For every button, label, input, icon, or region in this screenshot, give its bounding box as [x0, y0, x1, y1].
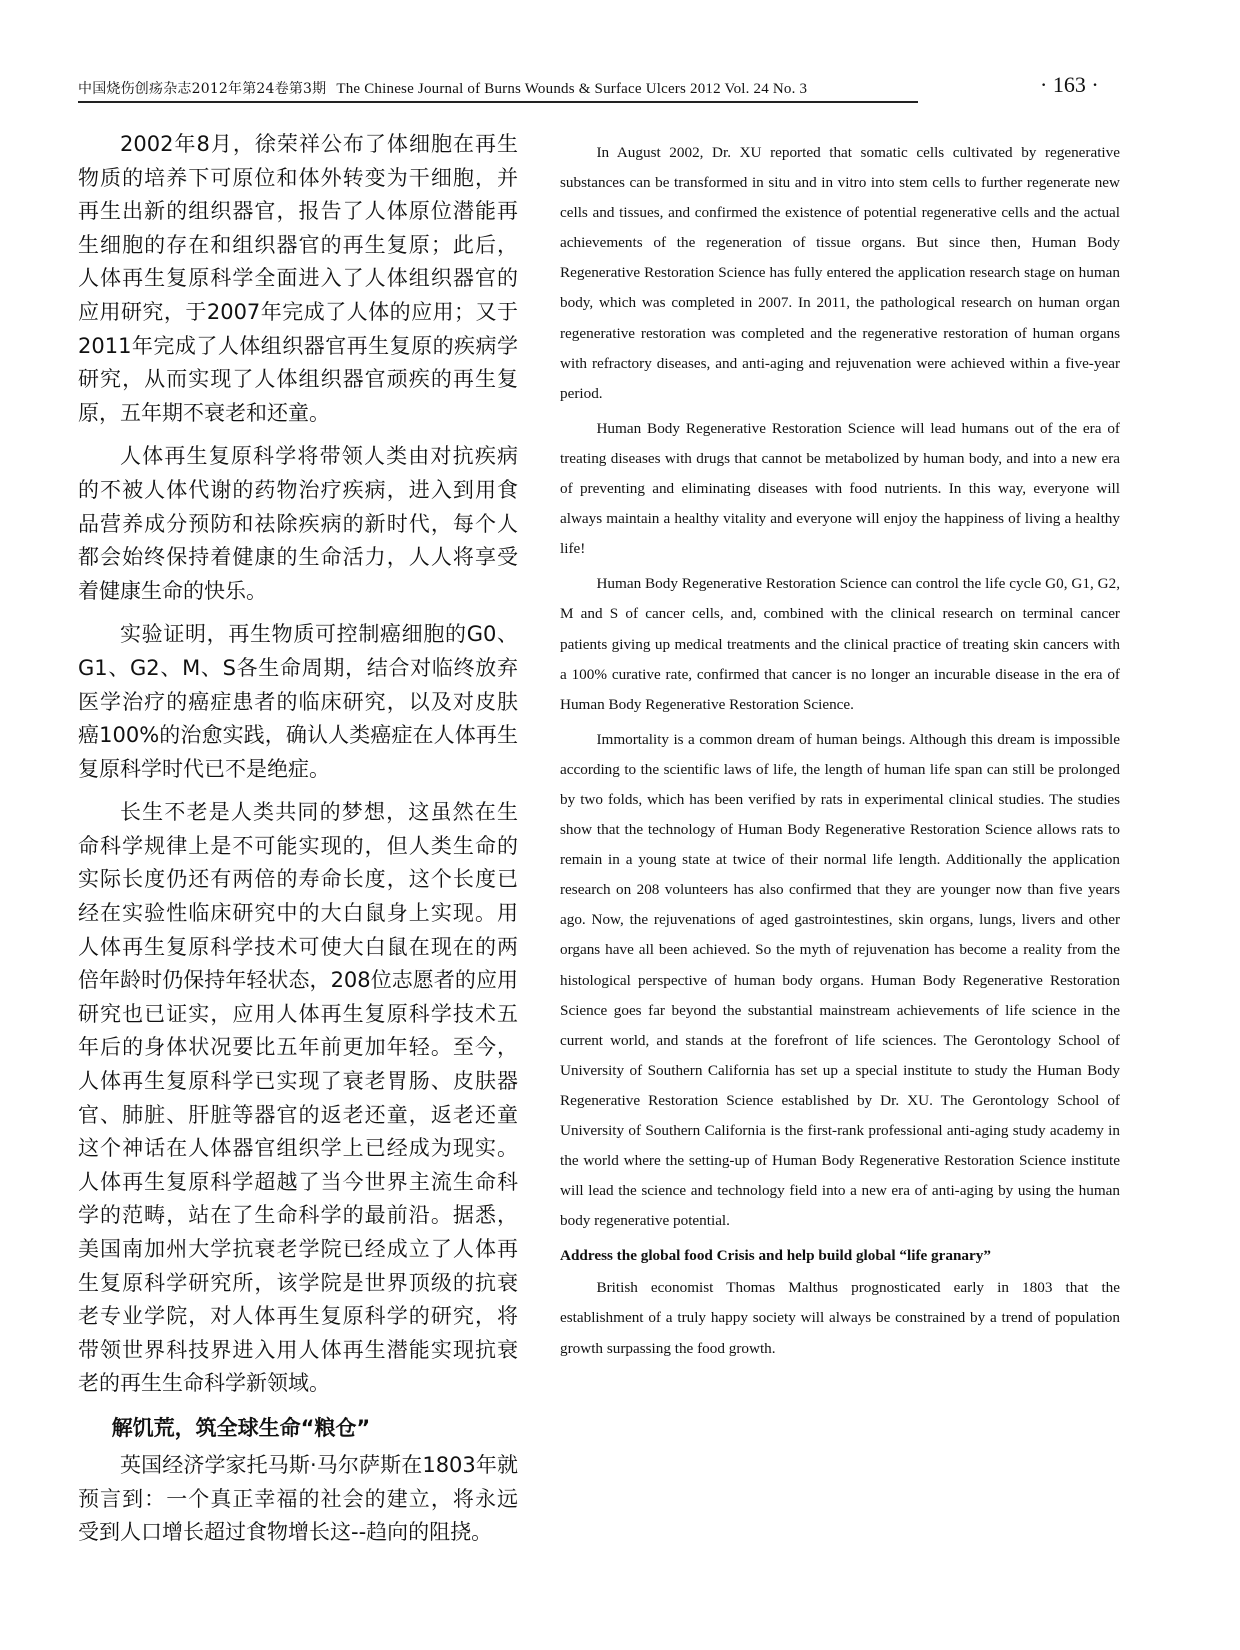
- zh-section-heading: 解饥荒，筑全球生命“粮仓”: [111, 1415, 371, 1440]
- zh-paragraph-3: 实验证明，再生物质可控制癌细胞的G0、G1、G2、M、S各生命周期，结合对临终放弃医学治疗的癌症患者的临床研究，以及对皮肤癌100%的治愈实践，确认人类癌症在人体再生复原科学时代已不是绝症。: [78, 622, 518, 781]
- chinese-column: [78, 128, 518, 1560]
- zh-paragraph-2: 人体再生复原科学将带领人类由对抗疾病的不被人体代谢的药物治疗疾病，进入到用食品营养成分预防和祛除疾病的新时代，每个人都会始终保持着健康的生命活力，人人将享受着健康生命的快乐。: [78, 444, 518, 603]
- en-paragraph-3: Human Body Regenerative Restoration Science can control the life cycle G0, G1, G2, M and S of cancer cells, and, combined with the clinical research on terminal cancer patients giving up medical treatments and the clinical practice of treating skin cancers with a 100% curative rate, confirmed that cancer is no longer an incurable disease in the era of Human Body Regenerative Restoration Science.: [560, 575, 1120, 713]
- running-head-chinese: 中国烧伤创疡杂志2012年第24卷第3期: [78, 81, 327, 97]
- en-paragraph-5: British economist Thomas Malthus prognosticated early in 1803 that the establishment of a truly happy society will always be constrained by a trend of population growth surpassing the food growth.: [560, 1279, 1120, 1357]
- zh-paragraph-5: 英国经济学家托马斯·马尔萨斯在1803年就预言到：一个真正幸福的社会的建立，将永远受到人口增长超过食物增长这--趋向的阻挠。: [78, 1452, 518, 1545]
- en-section-heading: Address the global food Crisis and help build global “life granary”: [560, 1247, 991, 1265]
- zh-paragraph-1: 2002年8月，徐荣祥公布了体细胞在再生物质的培养下可原位和体外转变为干细胞，并再生出新的组织器官，报告了人体原位潜能再生细胞的存在和组织器官的再生复原；此后，人体再生复原科学全面进入了人体组织器官的应用研究，于2007年完成了人体的应用；又于2011年完成了人体组织器官再生复原的疾病学研究，从而实现了人体组织器官顽疾的再生复原，五年期不衰老和还童。: [78, 132, 518, 425]
- running-head: [78, 78, 918, 103]
- running-head-english: The Chinese Journal of Burns Wounds & Surface Ulcers 2012 Vol. 24 No. 3: [336, 81, 808, 97]
- english-column: [560, 138, 1120, 1369]
- en-paragraph-2: Human Body Regenerative Restoration Science will lead humans out of the era of treating diseases with drugs that cannot be metabolized by human body, and into a new era of preventing and eliminating diseases with food nutrients. In this way, everyone will always maintain a healthy vitality and everyone will enjoy the happiness of living a healthy life!: [560, 419, 1120, 558]
- en-paragraph-4: Immortality is a common dream of human beings. Although this dream is impossible according to the scientific laws of life, the length of human life span can still be prolonged by two folds, which has been verified by rats in experimental clinical studies. The studies show that the technology of Human Body Regenerative Restoration Science allows rats to remain in a young state at twice of their normal life length. Additionally the application research on 208 volunteers has also confirmed that they are younger now than five years ago. Now, the rejuvenations of aged gastrointestines, skin organs, lungs, livers and other organs have all been achieved. So the myth of rejuvenation has become a reality from the histological perspective of human body organs. Human Body Regenerative Restoration Science goes far beyond the substantial mainstream achievements of life science in the current world, and stands at the forefront of life sciences. The Gerontology School of University of Southern California has set up a special institute to study the Human Body Regenerative Restoration Science established by Dr. XU. The Gerontology School of University of Southern California is the first-rank professional anti-aging study academy in the world where the setting-up of Human Body Regenerative Restoration Science institute will lead the science and technology field into a new era of anti-aging by using the human body regenerative potential.: [560, 730, 1120, 1230]
- zh-paragraph-4: 长生不老是人类共同的梦想，这虽然在生命科学规律上是不可能实现的，但人类生命的实际长度仍还有两倍的寿命长度，这个长度已经在实验性临床研究中的大白鼠身上实现。用人体再生复原科学技术可使大白鼠在现在的两倍年龄时仍保持年轻状态，208位志愿者的应用研究也已证实，应用人体再生复原科学技术五年后的身体状况要比五年前更加年轻。至今，人体再生复原科学已实现了衰老胃肠、皮肤器官、肺脏、肝脏等器官的返老还童，返老还童这个神话在人体器官组织学上已经成为现实。人体再生复原科学超越了当今世界主流生命科学的范畴，站在了生命科学的最前沿。据悉，美国南加州大学抗衰老学院已经成立了人体再生复原科学研究所，该学院是世界顶级的抗衰老专业学院，对人体再生复原科学的研究，将带领世界科技界进入用人体再生潜能实现抗衰老的再生生命科学新领域。: [78, 800, 518, 1396]
- en-paragraph-1: In August 2002, Dr. XU reported that somatic cells cultivated by regenerative substances can be transformed in situ and in vitro into stem cells to further regenerate new cells and tissues, and confirmed the existence of potential regenerative cells and the actual achievements of the regeneration of tissue organs. But since then, Human Body Regenerative Restoration Science has fully entered the application research stage on human body, which was completed in 2007. In 2011, the pathological research on human organ regenerative restoration was completed and the regenerative restoration of human organs with refractory diseases, and anti-aging and rejuvenation were achieved within a five-year period.: [560, 144, 1120, 402]
- page-number: · 163 ·: [1040, 72, 1099, 97]
